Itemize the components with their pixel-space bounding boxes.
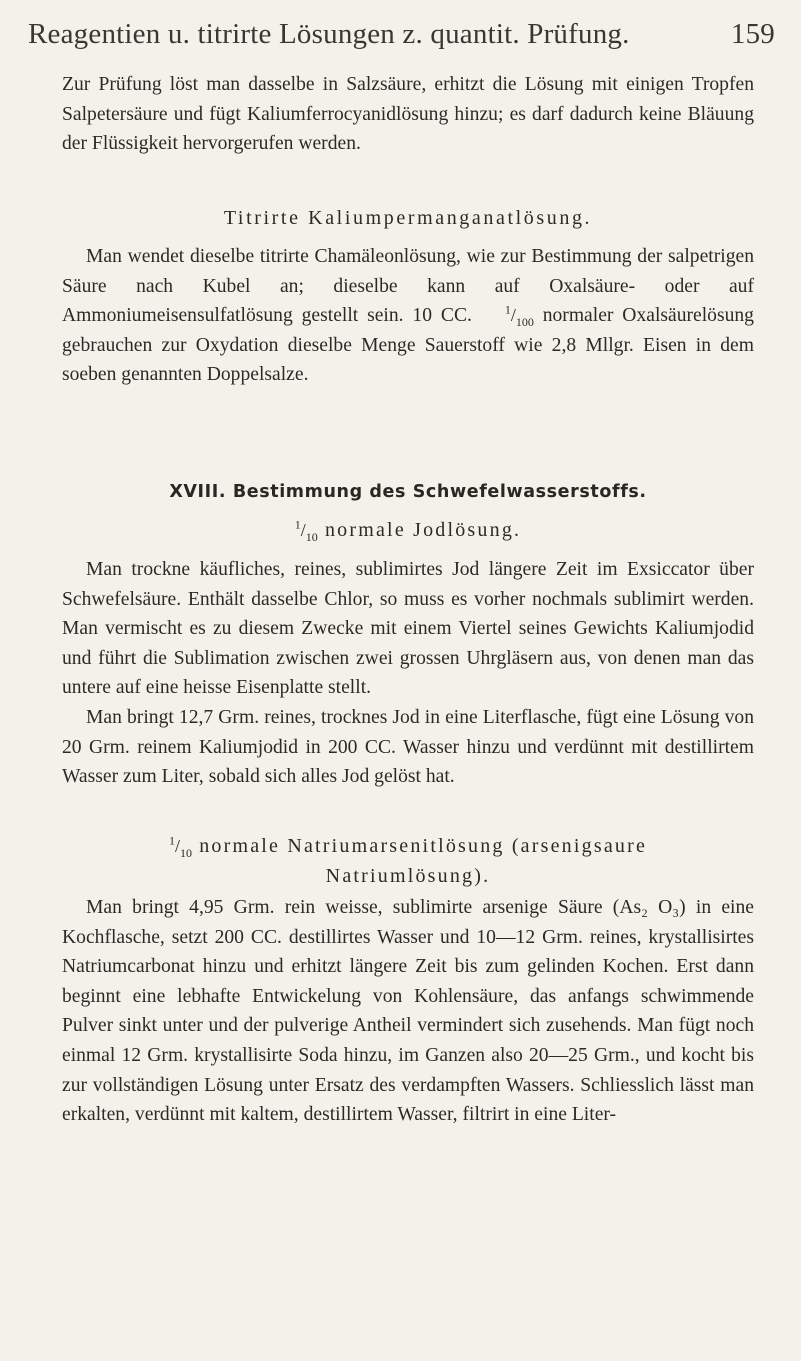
paragraph-chamaeleon	[62, 242, 754, 390]
fraction-1-10-jod: $^1/_{10}$	[294, 517, 318, 544]
running-head-title: Reagentien u. titrirte Lösungen z. quantit. Prüfung.	[28, 18, 630, 50]
heading-natriumarsenit	[62, 831, 754, 891]
section-heading-xviii: XVIII. Bestimmung des Schwefelwasserstoffs.	[169, 482, 647, 502]
heading-jodloesung	[62, 519, 754, 542]
heading-kaliumpermanganat: Titrirte Kaliumpermanganatlösung.	[223, 207, 593, 229]
fraction-1-100: $^1/_{100}$	[504, 302, 534, 330]
paragraph-jod-trocknen: Man trockne käufliches, reines, sublimirtes Jod längere Zeit im Exsiccator über Schwefelsäure. Enthält dasselbe Chlor, so muss es vorher nochmals sublimirt werden. Man vermischt es zu diesem Zwecke mit einem Viertel seines Gewichts Kaliumjodid und führt die Sublimation zwischen zwei grossen Uhrgläsern aus, von denen man das untere auf eine heisse Eisenplatte stellt.	[62, 559, 754, 699]
heading-natriumarsenit-line2: Natriumlösung).	[325, 865, 491, 887]
heading-jodloesung-text: normale Jodlösung.	[324, 519, 522, 541]
paragraph-jod-loesen: Man bringt 12,7 Grm. reines, trocknes Jod in eine Literflasche, fügt eine Lösung von 20 Grm. reinem Kaliumjodid in 200 CC. Wasser hinzu und verdünnt mit destillirtem Wasser zum Liter, sobald sich alles Jod gelöst hat.	[62, 707, 754, 788]
fraction-1-10-arsenit: $^1/_{10}$	[168, 833, 192, 860]
running-head	[28, 18, 775, 62]
paragraph-chamaeleon-part1: Man wendet dieselbe titrirte Chamäleonlösung, wie zur Bestimmung der salpetrigen Säure nach Kubel an; dieselbe kann auf Oxalsäure- oder auf Ammoniumeisensulfatlösung gestellt sein. 10 CC.	[62, 246, 754, 327]
paragraph-pruefung: Zur Prüfung löst man dasselbe in Salzsäure, erhitzt die Lösung mit einigen Tropfen Salpetersäure und fügt Kaliumferrocyanidlösung hinzu; es darf dadurch keine Bläuung der Flüssigkeit hervorgerufen werden.	[62, 74, 754, 155]
paragraph-chamaeleon-part2: normaler Oxalsäurelösung gebrauchen zur Oxydation dieselbe Menge Sauerstoff wie 2,8 Mllgr. Eisen in dem soeben genannten Doppelsalze.	[62, 305, 754, 386]
heading-natriumarsenit-line1: $^1/_{10}$ normale Natriumarsenitlösung (arsenigsaure	[62, 831, 754, 861]
paragraph-arsenige-saeure: Man bringt 4,95 Grm. rein weisse, sublimirte arsenige Säure (As₂ O₃) in eine Kochflasche, setzt 200 CC. destillirtes Wasser und 10—12 Grm. reines, krystallisirtes Natriumcarbonat hinzu und erhitzt längere Zeit bis zum gelinden Kochen. Erst dann beginnt eine lebhafte Entwickelung von Kohlensäure, das anfangs schwimmende Pulver sinkt unter und der pulverige Antheil vermindert sich zusehends. Man fügt noch einmal 12 Grm. krystallisirte Soda hinzu, im Ganzen also 20—25 Grm., und kocht bis zur vollständigen Lösung unter Ersatz des verdampften Wassers. Schliesslich lässt man erkalten, verdünnt mit kaltem, destillirtem Wasser, filtrirt in eine Liter-	[62, 897, 754, 1126]
page-number: 159	[730, 18, 775, 50]
